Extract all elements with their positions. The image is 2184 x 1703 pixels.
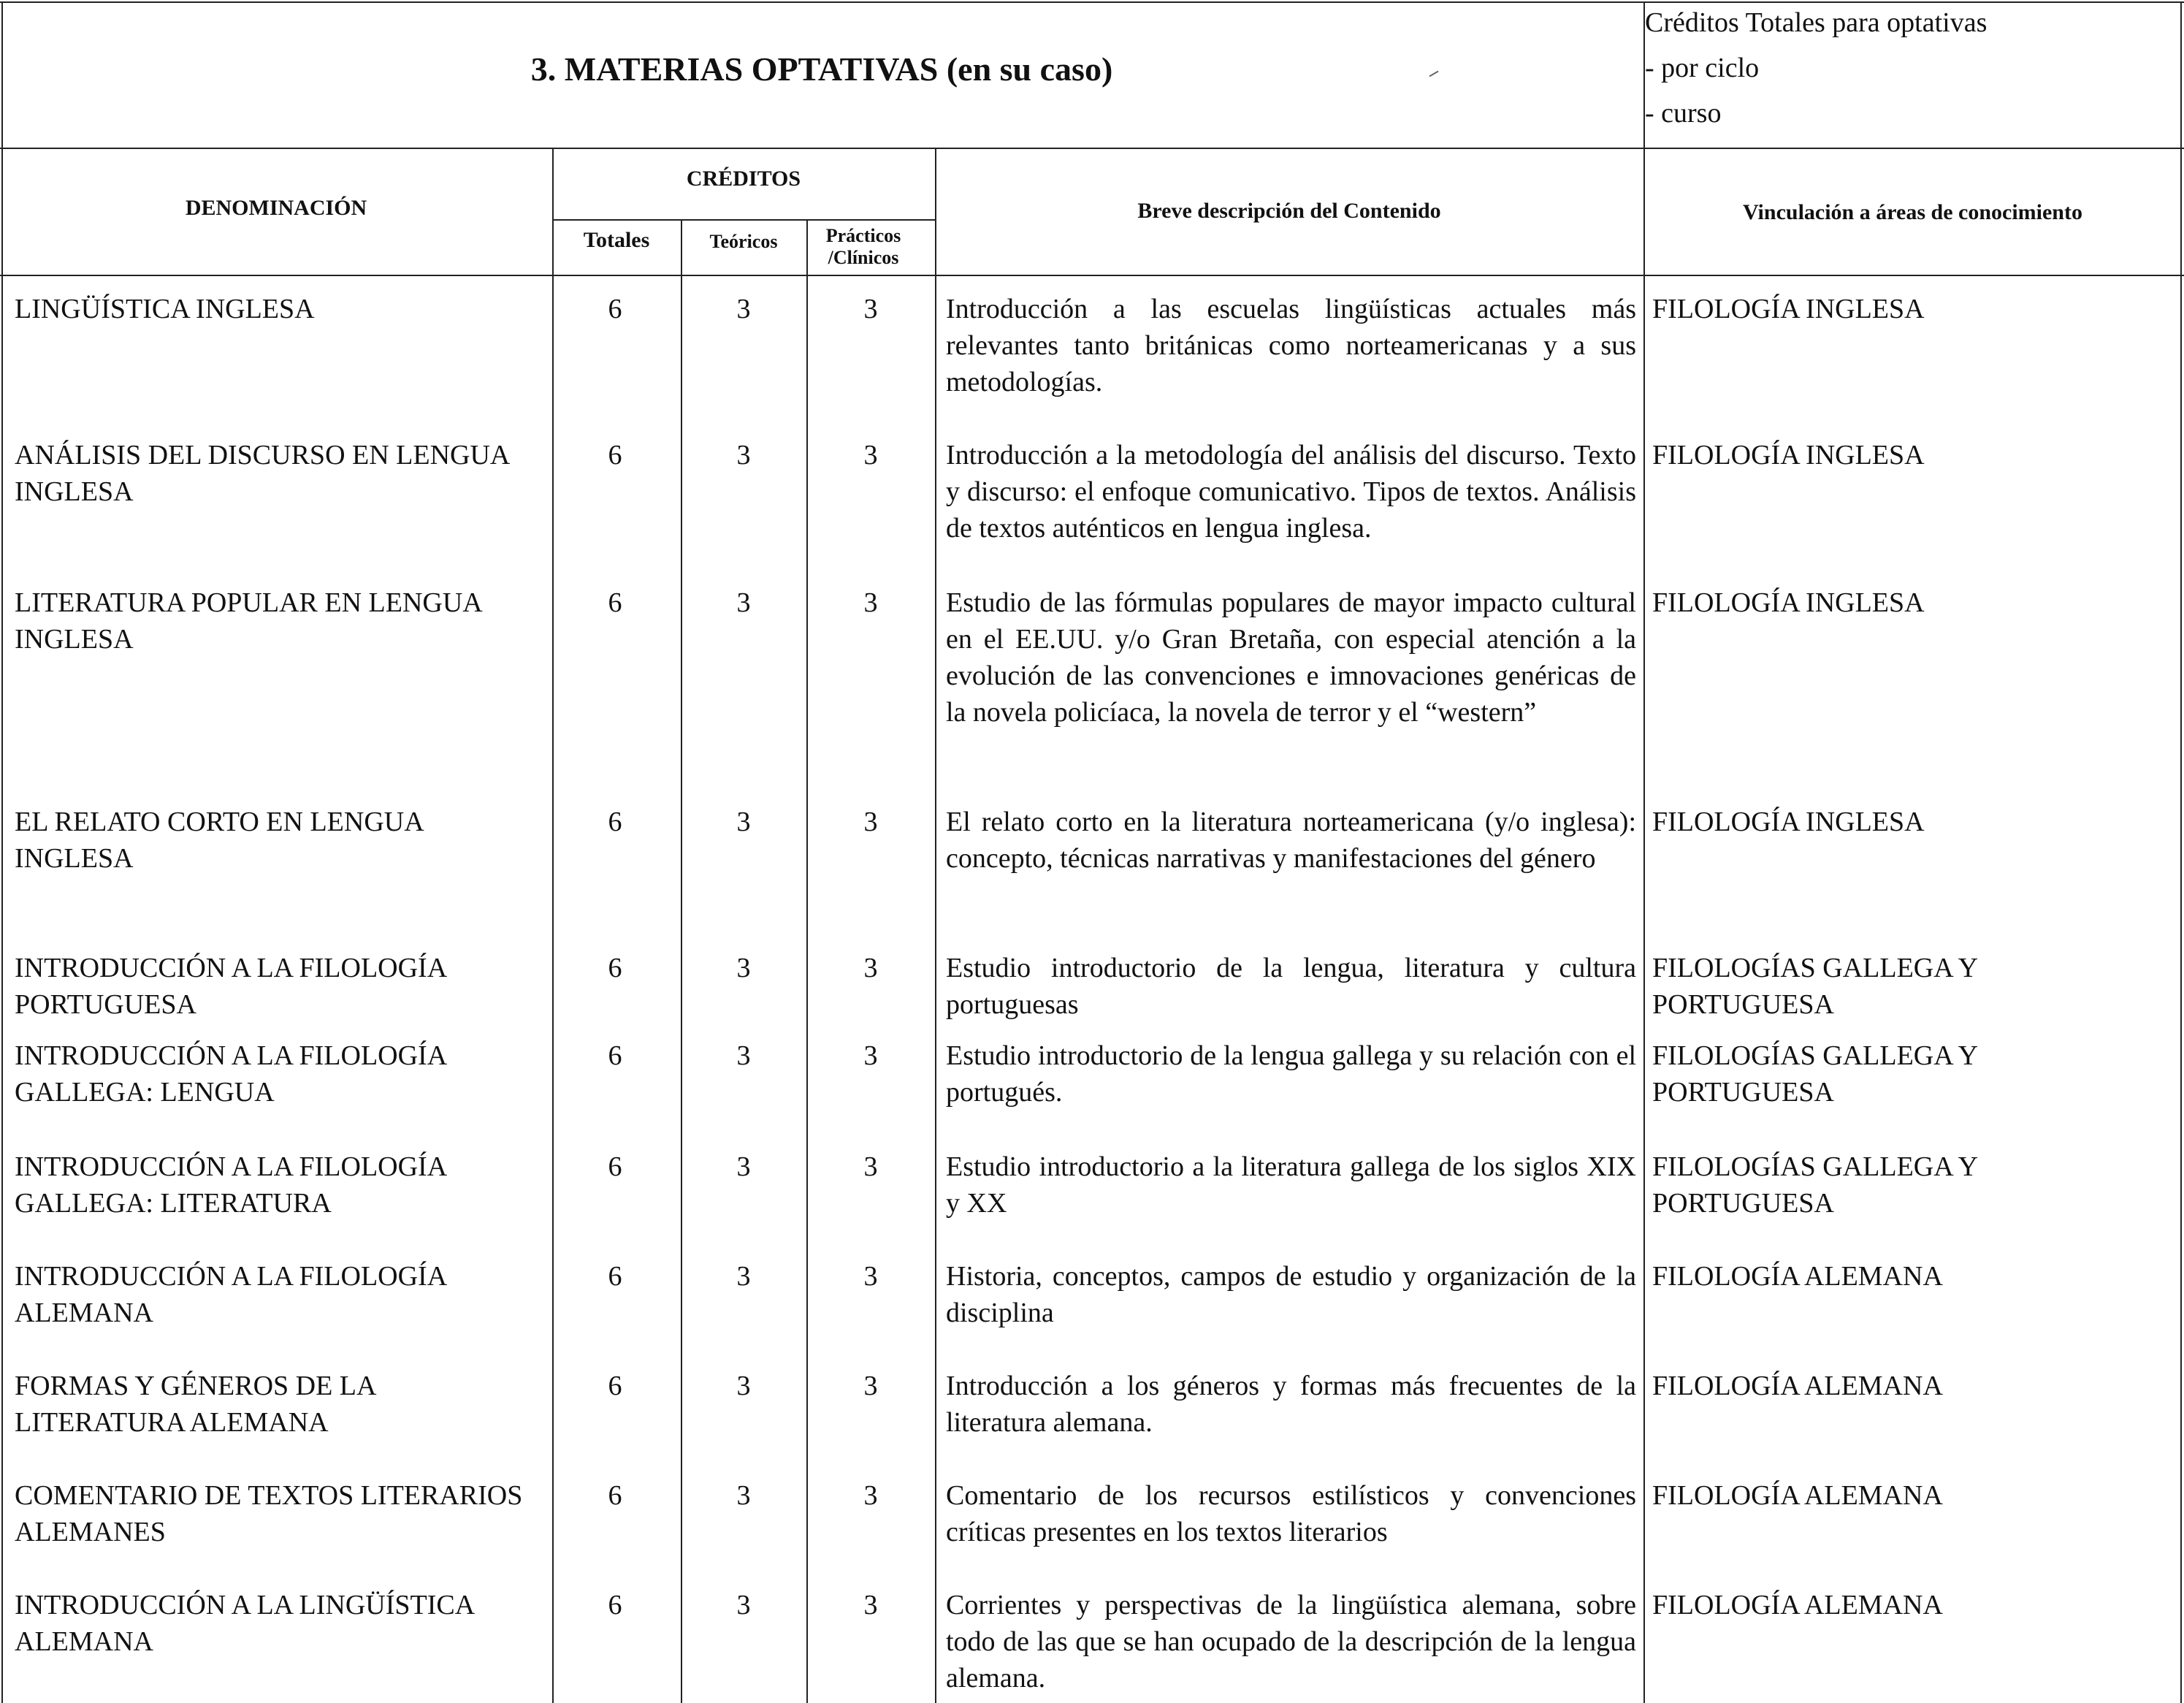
row-totales: 6 — [608, 1040, 622, 1071]
page-title: 3. MATERIAS OPTATIVAS (en su caso) — [530, 50, 1113, 88]
row-name: EL RELATO CORTO EN LENGUA INGLESA — [15, 807, 423, 874]
row-name: INTRODUCCIÓN A LA FILOLOGÍA GALLEGA: LENGUA — [15, 1040, 446, 1108]
row-teoricos: 3 — [736, 1040, 751, 1071]
row-area: FILOLOGÍA INGLESA — [1652, 587, 1925, 618]
row-description: Corrientes y perspectivas de la lingüística alemana, sobre todo de las que se han ocupado de la descripción de la lengua alemana. — [946, 1590, 1636, 1694]
row-name: LINGÜÍSTICA INGLESA — [15, 294, 315, 324]
row-teoricos: 3 — [736, 294, 751, 324]
row-name: INTRODUCCIÓN A LA FILOLOGÍA ALEMANA — [15, 1261, 446, 1328]
row-area: FILOLOGÍAS GALLEGA Y PORTUGUESA — [1652, 1151, 1977, 1219]
row-totales: 6 — [608, 294, 622, 324]
row-name: COMENTARIO DE TEXTOS LITERARIOS ALEMANES — [15, 1480, 523, 1547]
row-practicos: 3 — [863, 440, 878, 470]
row-totales: 6 — [608, 1261, 622, 1292]
col-divider-totales — [681, 219, 682, 1703]
row-totales: 6 — [608, 807, 622, 837]
header-denominacion: DENOMINACIÓN — [185, 196, 367, 220]
col-divider-practicos — [935, 148, 936, 1703]
row-totales: 6 — [608, 1151, 622, 1182]
title-bottom-border — [0, 148, 2184, 149]
row-practicos: 3 — [863, 953, 878, 983]
row-practicos: 3 — [863, 1590, 878, 1620]
row-name: ANÁLISIS DEL DISCURSO EN LENGUA INGLESA — [15, 440, 509, 507]
col-divider-teoricos — [806, 219, 808, 1703]
title-credits-divider — [1643, 1, 1645, 1703]
row-area: FILOLOGÍA ALEMANA — [1652, 1480, 1943, 1511]
row-area: FILOLOGÍA INGLESA — [1652, 294, 1925, 324]
row-name: INTRODUCCIÓN A LA FILOLOGÍA PORTUGUESA — [15, 953, 446, 1020]
row-teoricos: 3 — [736, 1151, 751, 1182]
header-teoricos: Teóricos — [709, 231, 778, 252]
row-name: FORMAS Y GÉNEROS DE LA LITERATURA ALEMANA — [15, 1371, 375, 1438]
header-creditos: CRÉDITOS — [686, 167, 801, 191]
header-bottom-border — [0, 275, 2184, 276]
credits-totals-line: Créditos Totales para optativas — [1645, 7, 1988, 38]
row-teoricos: 3 — [736, 953, 751, 983]
row-totales: 6 — [608, 440, 622, 470]
row-totales: 6 — [608, 1480, 622, 1511]
row-practicos: 3 — [863, 1480, 878, 1511]
row-area: FILOLOGÍA ALEMANA — [1652, 1371, 1943, 1401]
right-border — [2180, 1, 2182, 1703]
row-practicos: 3 — [863, 1261, 878, 1292]
row-practicos: 3 — [863, 1040, 878, 1071]
row-name: INTRODUCCIÓN A LA LINGÜÍSTICA ALEMANA — [15, 1590, 474, 1657]
row-description: Introducción a las escuelas lingüísticas actuales más relevantes tanto británicas como norteamericanas y a sus metodologías. — [946, 294, 1636, 397]
row-area: FILOLOGÍA INGLESA — [1652, 807, 1925, 837]
row-practicos: 3 — [863, 587, 878, 618]
col-divider-denominacion — [552, 148, 554, 1703]
row-description: Estudio introductorio de la lengua gallega y su relación con el portugués. — [946, 1040, 1636, 1108]
header-descripcion: Breve descripción del Contenido — [1137, 199, 1441, 223]
row-teoricos: 3 — [736, 440, 751, 470]
row-area: FILOLOGÍA ALEMANA — [1652, 1261, 1943, 1292]
row-name: INTRODUCCIÓN A LA FILOLOGÍA GALLEGA: LITERATURA — [15, 1151, 446, 1219]
row-teoricos: 3 — [736, 1590, 751, 1620]
row-totales: 6 — [608, 587, 622, 618]
row-description: Estudio introductorio a la literatura gallega de los siglos XIX y XX — [946, 1151, 1636, 1219]
left-border — [1, 1, 3, 1703]
row-description: El relato corto en la literatura norteamericana (y/o inglesa): concepto, técnicas narrativas y manifestaciones del género — [946, 807, 1636, 874]
row-description: Introducción a los géneros y formas más frecuentes de la literatura alemana. — [946, 1371, 1636, 1438]
header-vinculacion: Vinculación a áreas de conocimiento — [1743, 200, 2082, 224]
row-teoricos: 3 — [736, 587, 751, 618]
header-practicos: Prácticos /Clínicos — [825, 225, 901, 268]
row-teoricos: 3 — [736, 807, 751, 837]
row-practicos: 3 — [863, 1371, 878, 1401]
credits-totals-box — [1645, 0, 2156, 136]
row-area: FILOLOGÍA INGLESA — [1652, 440, 1925, 470]
row-area: FILOLOGÍAS GALLEGA Y PORTUGUESA — [1652, 1040, 1977, 1108]
credits-totals-line: - curso — [1645, 98, 1722, 129]
credits-totals-line: - por ciclo — [1645, 53, 1760, 83]
row-teoricos: 3 — [736, 1371, 751, 1401]
row-totales: 6 — [608, 953, 622, 983]
row-practicos: 3 — [863, 294, 878, 324]
row-description: Historia, conceptos, campos de estudio y organización de la disciplina — [946, 1261, 1636, 1328]
row-area: FILOLOGÍAS GALLEGA Y PORTUGUESA — [1652, 953, 1977, 1020]
row-description: Comentario de los recursos estilísticos y convenciones críticas presentes en los textos literarios — [946, 1480, 1636, 1547]
row-teoricos: 3 — [736, 1261, 751, 1292]
row-description: Introducción a la metodología del análisis del discurso. Texto y discurso: el enfoque comunicativo. Tipos de textos. Análisis de textos auténticos en lengua inglesa. — [946, 440, 1636, 544]
row-description: Estudio de las fórmulas populares de mayor impacto cultural en el EE.UU. y/o Gran Bretaña, con especial atención a la evolución de las convenciones e imnovaciones genéricas de la novela policíaca, la novela de terror y el “western” — [946, 587, 1636, 728]
row-totales: 6 — [608, 1371, 622, 1401]
row-totales: 6 — [608, 1590, 622, 1620]
row-name: LITERATURA POPULAR EN LENGUA INGLESA — [15, 587, 481, 655]
header-totales: Totales — [583, 228, 650, 252]
credits-subheader-line — [552, 219, 935, 221]
row-practicos: 3 — [863, 1151, 878, 1182]
row-practicos: 3 — [863, 807, 878, 837]
row-description: Estudio introductorio de la lengua, literatura y cultura portuguesas — [946, 953, 1636, 1020]
row-teoricos: 3 — [736, 1480, 751, 1511]
row-area: FILOLOGÍA ALEMANA — [1652, 1590, 1943, 1620]
